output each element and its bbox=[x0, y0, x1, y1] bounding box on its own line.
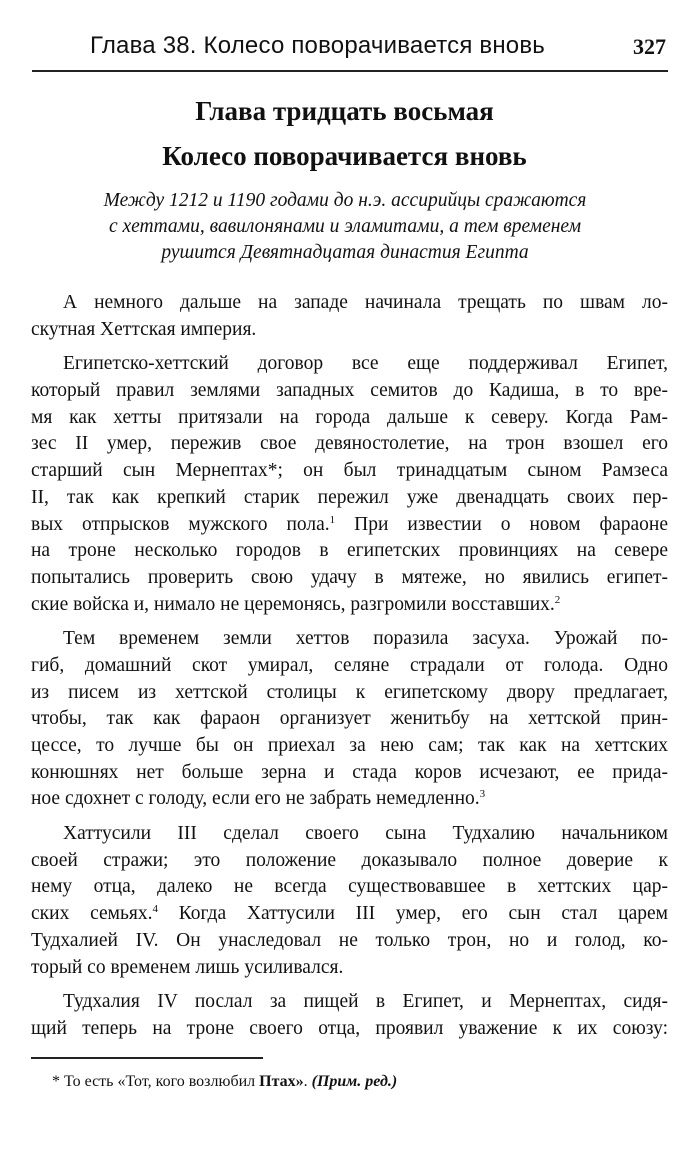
text-line: А немного дальше на западе начинала трещать по швам ло- bbox=[63, 292, 668, 313]
text-line: конюшнях нет больше зерна и стада коров исчезают, ее прида- bbox=[31, 761, 668, 783]
text-line: ное сдохнет с голоду, если его не забрать немедленно.$^3$ bbox=[31, 788, 486, 810]
text-line: чтобы, так как фараон организует женитьбу на хеттской прин- bbox=[31, 708, 668, 730]
footnote-divider bbox=[31, 1057, 263, 1059]
text-line: Тудхалией IV. Он унаследовал не только трон, но и голод, ко- bbox=[31, 929, 668, 951]
text-line: своей стражи; это положение доказывало полное доверие к bbox=[31, 849, 668, 871]
text-line: Тем временем земли хеттов поразила засуха. Урожай по- bbox=[63, 628, 668, 650]
text-line: торый со временем лишь усиливался. bbox=[31, 956, 344, 978]
footnote-ref: 1 bbox=[329, 513, 336, 526]
text-line: мя как хетты притязали на города дальше к северу. Когда Рам- bbox=[31, 406, 668, 428]
text-line: щий теперь на троне своего отца, проявил уважение к их союзу: bbox=[31, 1017, 668, 1039]
text-line: Египетско-хеттский договор все еще поддерживал Египет, bbox=[63, 353, 668, 375]
running-head bbox=[32, 30, 668, 72]
epigraph bbox=[40, 188, 650, 266]
text-line: старший сын Мернептах*; он был тринадцатым сыном Рамзеса bbox=[31, 460, 668, 482]
page-number: 327 bbox=[633, 34, 666, 59]
text-line: из писем из хеттской столицы к египетскому двору предлагает, bbox=[31, 681, 668, 703]
text-line: цессе, то лучше бы он приехал за нею сам; так как на хеттских bbox=[31, 735, 668, 756]
footnote-ref: 2 bbox=[554, 593, 561, 606]
footnote-ref: 4 bbox=[152, 903, 158, 916]
text-line: на троне несколько городов в египетских провинциях на севере bbox=[31, 540, 668, 562]
text-line: Хаттусили III сделал своего сына Тудхалию начальником bbox=[63, 823, 668, 845]
body-text bbox=[31, 290, 668, 1043]
text-line: зес II умер, пережив свое девяностолетие, на трон взошел его bbox=[31, 433, 668, 455]
running-title: Глава 38. Колесо поворачивается вновь bbox=[90, 32, 545, 59]
text-line: гиб, домашний скот умирал, селяне страдали от голода. Одно bbox=[31, 654, 668, 676]
text-line: который правил землями западных семитов до Кадиша, в то вре- bbox=[31, 380, 668, 402]
footnote-ref: 3 bbox=[479, 788, 486, 801]
chapter-number: Глава тридцать восьмая bbox=[195, 96, 494, 126]
text-line: II, так как крепкий старик пережил уже двенадцать своих пер- bbox=[31, 486, 668, 508]
epigraph-line: с хеттами, вавилонянами и эламитами, а тем временем bbox=[108, 216, 582, 237]
text-line: нему отца, далеко не всегда существовавшее в хеттских цар- bbox=[31, 876, 668, 898]
text-line: ские войска и, нимало не церемонясь, разгромили восставших.$^2$ bbox=[31, 593, 561, 615]
footnote: * То есть «Тот, кого возлюбил Птах». (Прим. ред.) bbox=[52, 1073, 398, 1090]
text-line: Тудхалия IV послал за пищей в Египет, и Мернептах, сидя- bbox=[63, 991, 668, 1013]
text-line: вых отпрысков мужского пола.$^1$ При известии о новом фараоне bbox=[31, 513, 668, 535]
text-line: скутная Хеттская империя. bbox=[31, 318, 257, 340]
epigraph-line: рушится Девятнадцатая династия Египта bbox=[161, 242, 529, 263]
text-line: ских семьях.$^4$ Когда Хаттусили III умер, его сын стал царем bbox=[31, 903, 668, 925]
epigraph-line: Между 1212 и 1190 годами до н.э. ассирийцы сражаются bbox=[103, 190, 587, 211]
chapter-title: Колесо поворачивается вновь bbox=[162, 141, 527, 171]
text-line: попытались проверить свою удачу в мятеже, но явились египет- bbox=[31, 566, 668, 588]
